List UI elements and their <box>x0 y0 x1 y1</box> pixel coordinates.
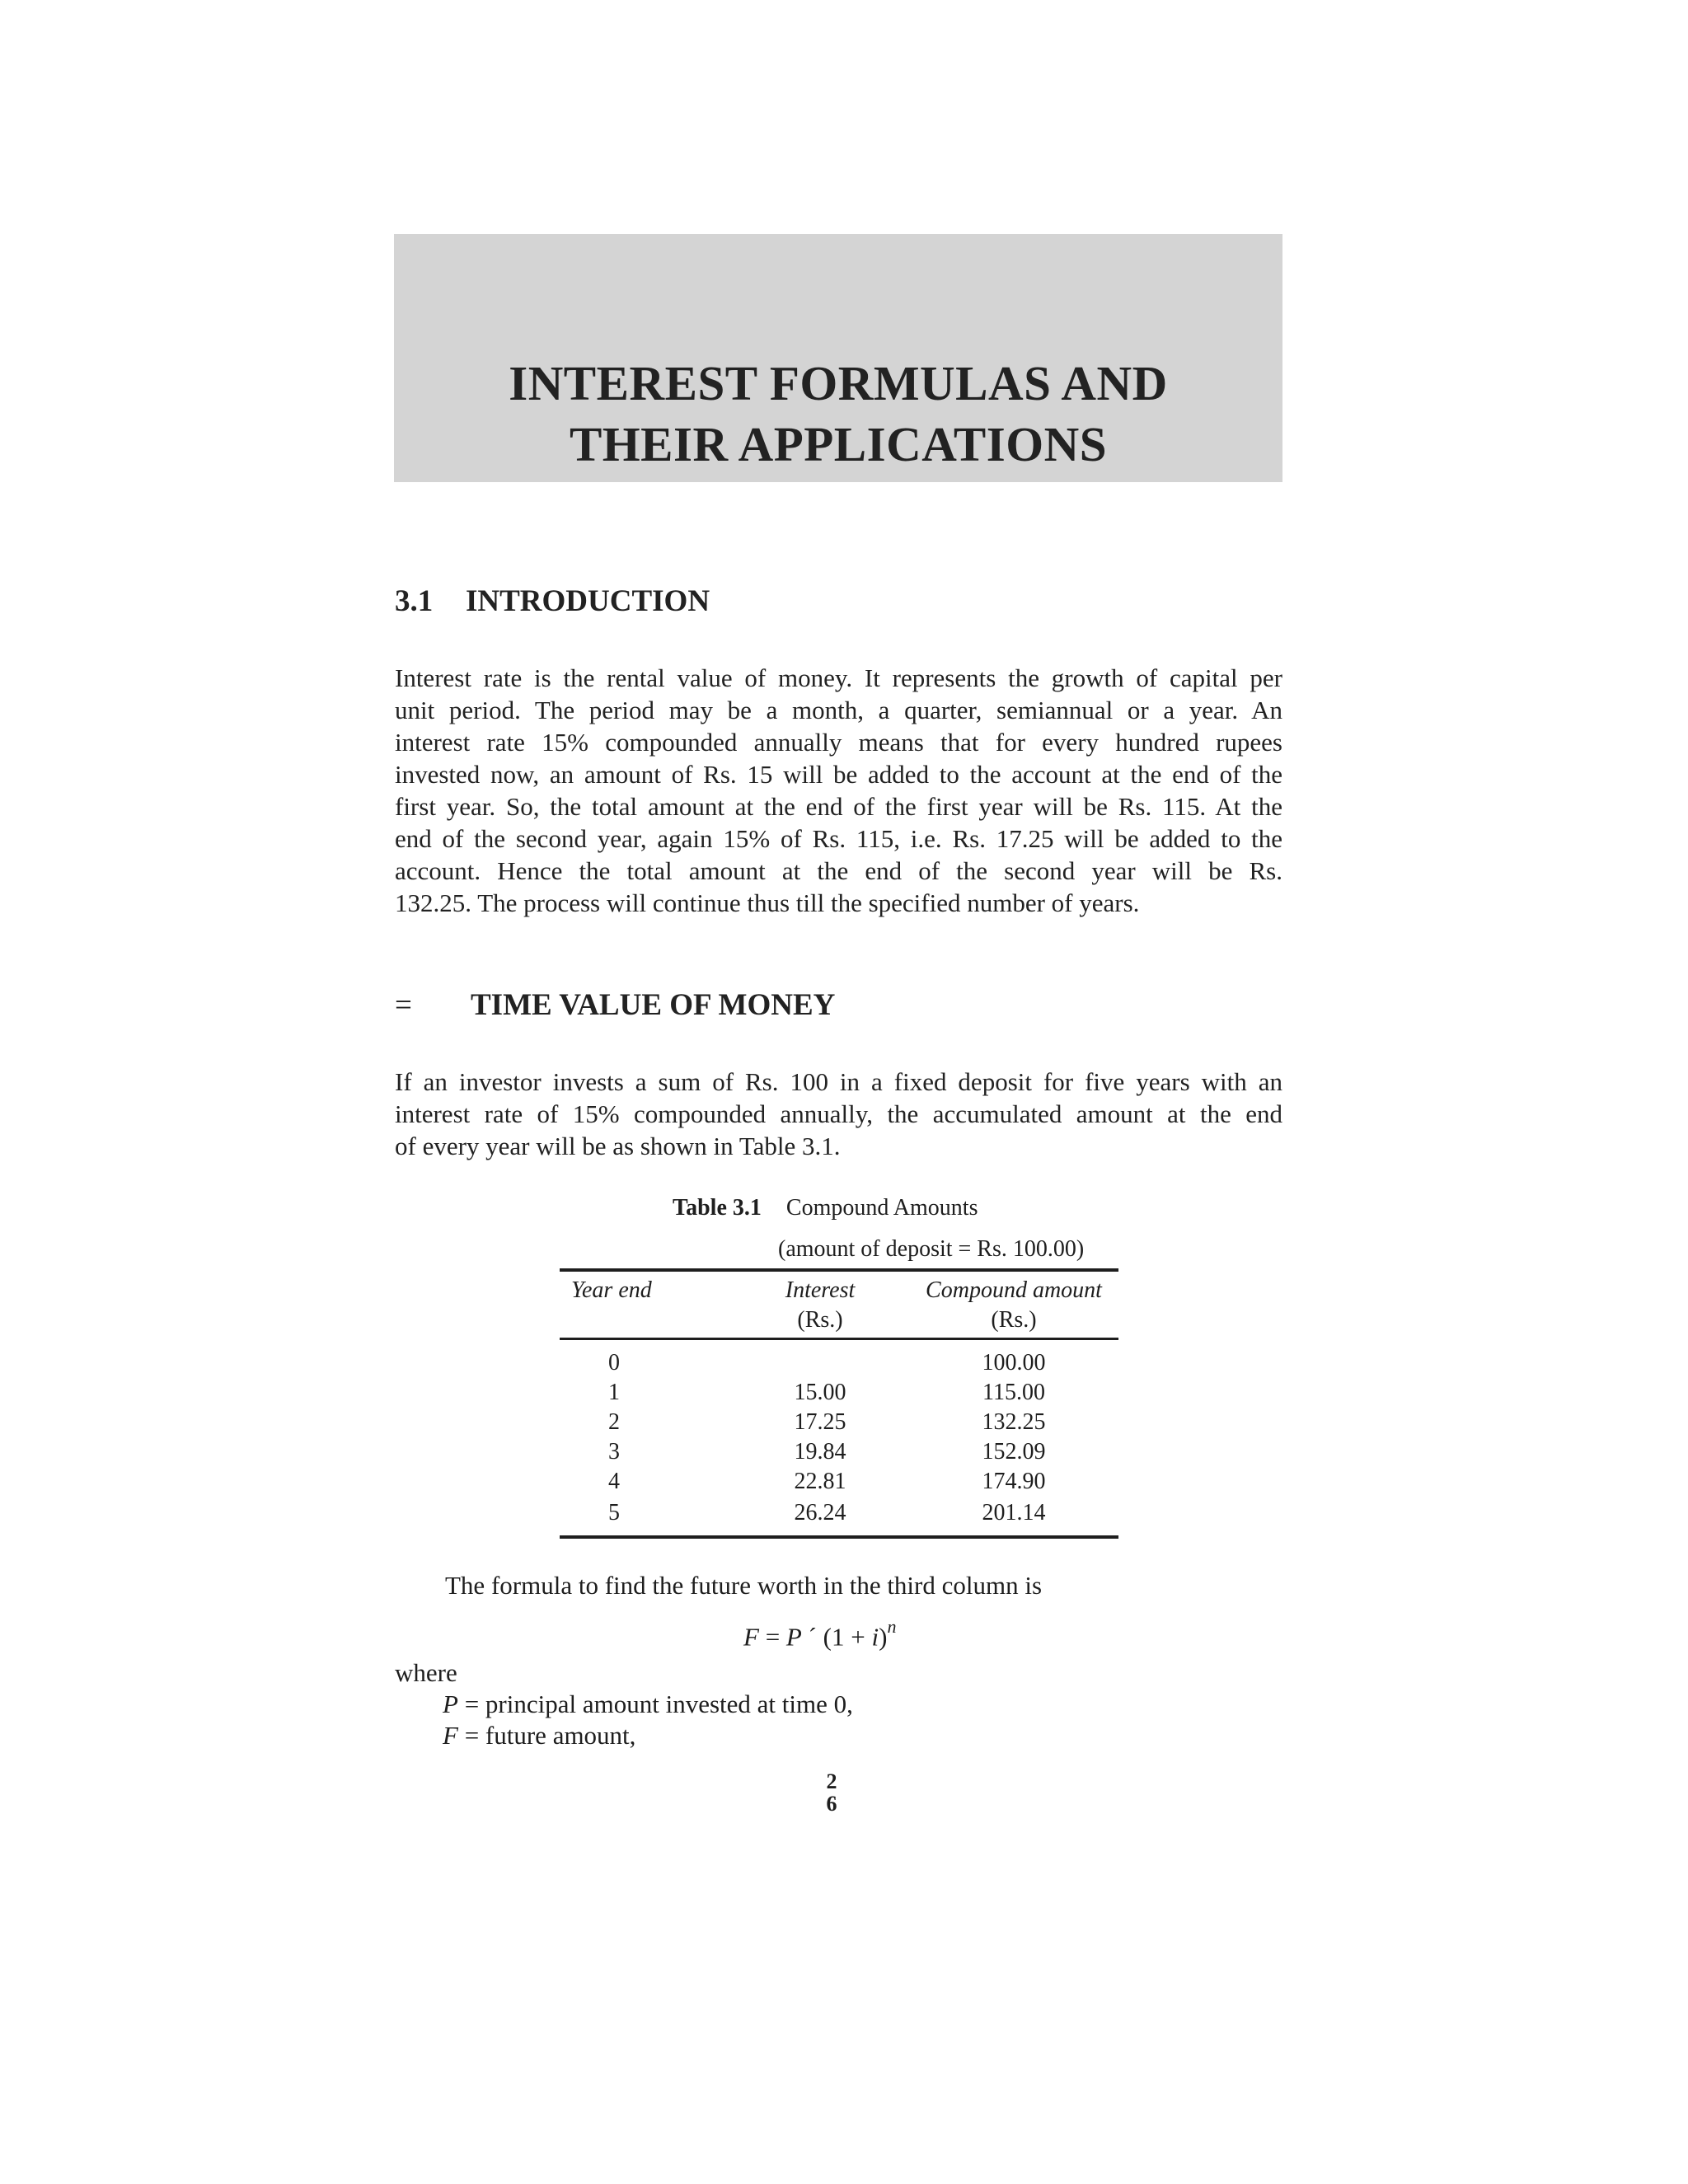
paragraph-line: If an investor invests a sum of Rs. 100 in a fixed deposit for five years with an <box>395 1067 1282 1096</box>
formula-equals: = <box>758 1622 786 1652</box>
cell-compound: 201.14 <box>982 1500 1046 1526</box>
cell-compound: 152.09 <box>982 1439 1046 1465</box>
formula-close: ) <box>879 1622 888 1652</box>
table-caption-text: Compound Amounts <box>785 1195 978 1221</box>
cell-year: 1 <box>608 1380 620 1405</box>
definition-text: = future amount, <box>457 1721 636 1750</box>
page-number-digit-1: 2 <box>826 1769 837 1793</box>
formula-exponent: n <box>887 1616 897 1637</box>
table-caption <box>673 1195 978 1221</box>
section-heading-time-value-of-money <box>395 987 835 1023</box>
chapter-title-line-1: INTEREST FORMULAS AND <box>509 356 1168 410</box>
cell-year: 3 <box>608 1439 620 1465</box>
section-heading-introduction <box>395 583 710 619</box>
paragraph-line: end of the second year, again 15% of Rs. 115, i.e. Rs. 17.25 will be added to the <box>395 824 1282 853</box>
column-header-compound-amount: Compound amount <box>926 1277 1102 1303</box>
section-number: = <box>395 988 412 1022</box>
paragraph-line: first year. So, the total amount at the end of the first year will be Rs. 115. At the <box>395 792 1282 821</box>
paragraph-line: of every year will be as shown in Table 3.1. <box>395 1132 841 1160</box>
cell-year: 4 <box>608 1469 620 1494</box>
paragraph-line: interest rate of 15% compounded annually, the accumulated amount at the end <box>395 1099 1282 1128</box>
section-title: TIME VALUE OF MONEY <box>471 988 836 1022</box>
table-top-rule <box>560 1268 1118 1272</box>
table-header-rule <box>560 1338 1118 1340</box>
paragraph-line: account. Hence the total amount at the end of the second year will be Rs. <box>395 856 1282 885</box>
formula-times: ´ (1 + <box>801 1622 872 1652</box>
paragraph-line: Interest rate is the rental value of money. It represents the growth of capital per <box>395 663 1282 692</box>
column-header-year-end: Year end <box>571 1277 652 1303</box>
definition-principal <box>443 1690 853 1719</box>
page-number-digit-2: 6 <box>826 1792 837 1816</box>
paragraph-line: interest rate 15% compounded annually means that for every hundred rupees <box>395 728 1282 757</box>
definition-future <box>443 1721 635 1750</box>
time-value-paragraph <box>395 1066 1282 1162</box>
column-header-interest: Interest <box>785 1277 856 1303</box>
column-header-compound-unit: (Rs.) <box>991 1307 1037 1333</box>
paragraph-line: invested now, an amount of Rs. 15 will be added to the account at the end of the <box>395 760 1282 789</box>
cell-interest: 19.84 <box>794 1439 846 1465</box>
table-note: (amount of deposit = Rs. 100.00) <box>778 1236 1085 1262</box>
cell-interest: 22.81 <box>794 1469 846 1494</box>
paragraph-line: unit period. The period may be a month, a quarter, semiannual or a year. An <box>395 696 1282 724</box>
cell-year: 2 <box>608 1409 620 1435</box>
section-title: INTRODUCTION <box>466 584 710 618</box>
table-bottom-rule <box>560 1535 1118 1539</box>
chapter-title-banner <box>394 234 1282 482</box>
section-number: 3.1 <box>395 584 434 618</box>
formula-rate: i <box>871 1622 879 1652</box>
cell-compound: 174.90 <box>982 1469 1046 1494</box>
cell-compound: 132.25 <box>982 1409 1046 1435</box>
cell-interest: 15.00 <box>794 1380 846 1405</box>
column-header-interest-unit: (Rs.) <box>797 1307 843 1333</box>
cell-year: 0 <box>608 1350 620 1376</box>
definition-text: = principal amount invested at time 0, <box>457 1690 853 1718</box>
definition-variable: P <box>443 1690 458 1718</box>
cell-year: 5 <box>608 1500 620 1526</box>
introduction-paragraph <box>395 662 1282 919</box>
where-label: where <box>395 1658 457 1687</box>
paragraph-line: 132.25. The process will continue thus till the specified number of years. <box>395 888 1140 917</box>
formula-principal: P <box>785 1622 802 1652</box>
cell-compound: 115.00 <box>982 1380 1045 1405</box>
cell-compound: 100.00 <box>982 1350 1046 1376</box>
table-label: Table 3.1 <box>673 1195 762 1221</box>
formula-lhs: F <box>743 1622 759 1652</box>
chapter-title-line-2: THEIR APPLICATIONS <box>569 417 1108 471</box>
future-worth-formula <box>743 1616 897 1652</box>
definition-variable: F <box>443 1721 458 1750</box>
formula-intro: The formula to find the future worth in the third column is <box>445 1571 1043 1600</box>
cell-interest: 17.25 <box>794 1409 846 1435</box>
cell-interest: 26.24 <box>794 1500 846 1526</box>
